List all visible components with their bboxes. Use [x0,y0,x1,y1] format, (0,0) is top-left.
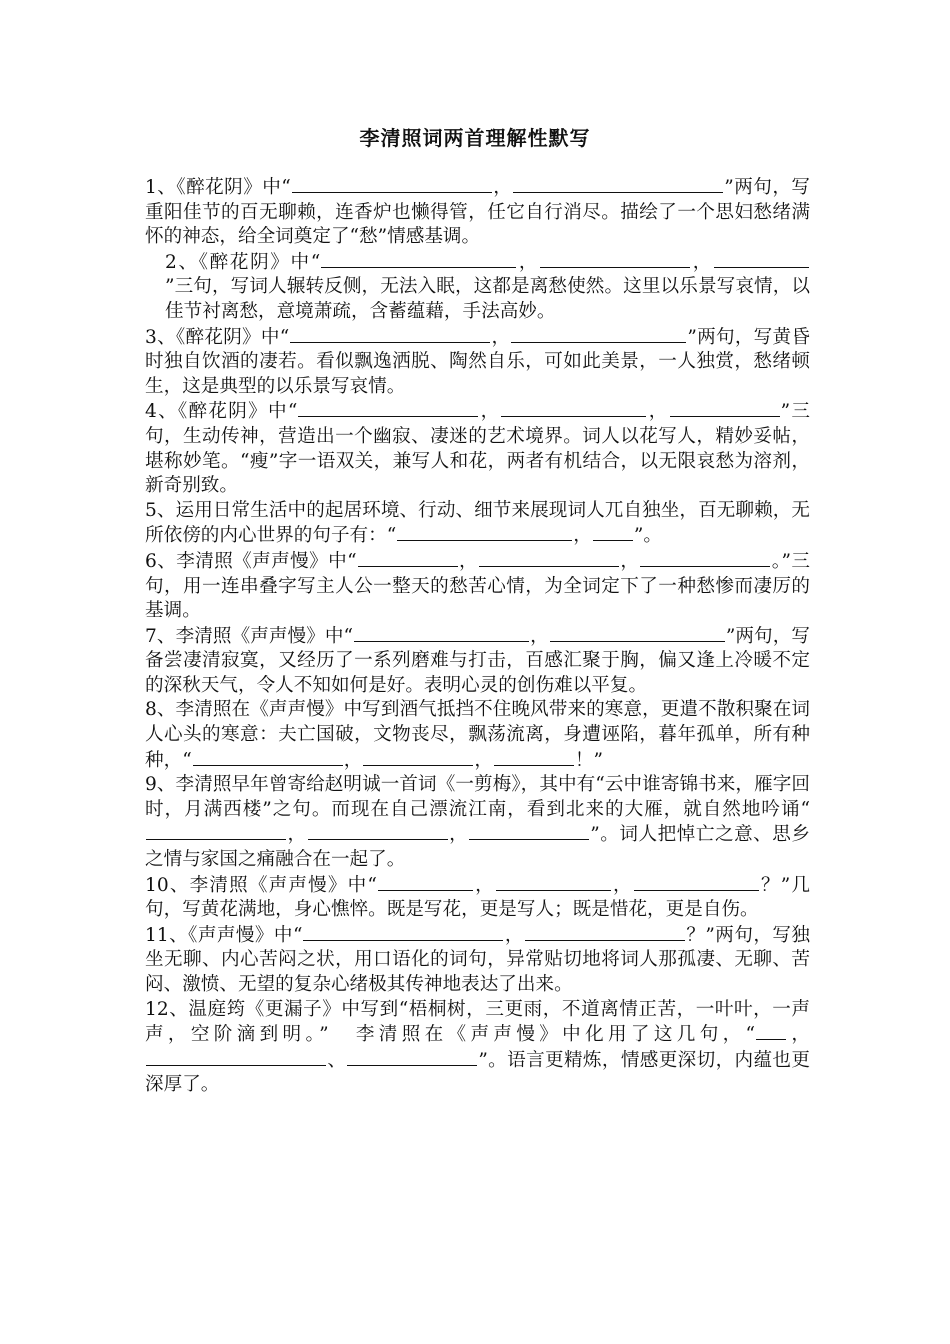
question-4 [145,399,810,498]
question-text: ， [474,749,493,771]
answer-blank[interactable] [354,624,529,642]
question-text: ？”两句，写独坐无聊、内心苦闷之状，用口语化的词句，异常贴切地将词人那孤凄、无聊、苦闷、激愤、无望的复杂心绪极其传神地表达了出来。 [145,924,810,995]
question-text: 9、李清照早年曾寄给赵明诚一首词《一剪梅》，其中有“云中谁寄锦书来，雁字回时，月满西楼”之句。而现在自己漂流江南，看到北来的大雁，就自然地吟诵“ [145,774,810,820]
answer-blank[interactable] [525,923,685,941]
question-text: ”两句，写备尝凄清寂寞，又经历了一系列磨难与打击，百感汇聚于胸，偏又逢上冷暖不定的深秋天气，令人不知如何是好。表明心灵的创伤难以平复。 [145,625,810,696]
question-text: ， [620,550,640,572]
answer-blank[interactable] [496,873,611,891]
answer-blank[interactable] [513,175,723,193]
answer-blank[interactable] [303,923,503,941]
answer-blank[interactable] [714,250,809,268]
answer-blank[interactable] [358,549,458,567]
answer-blank[interactable] [193,748,343,766]
question-text: ， [530,625,549,647]
question-text: 1、《醉花阴》中“ [145,177,291,198]
question-text: ， [491,326,511,348]
question-11 [145,923,810,998]
question-10 [145,873,810,923]
question-text: 12、温庭筠《更漏子》中写到“梧桐树，三更雨，不道离情正苦，一叶叶，一声声，空阶滴到明。” 李清照在《声声慢》中化用了这几句，“ [145,998,810,1046]
answer-blank[interactable] [146,1048,326,1066]
question-text: ？”几句，写黄花满地，身心憔悴。既是写花，更是写人；既是惜花，更是自伤。 [145,874,810,921]
question-text: 5、运用日常生活中的起居环境、行动、细节来展现词人兀自独坐，百无聊赖，无所依傍的内心世界的句子有：“ [145,499,810,547]
question-text: ”。语言更精炼，情感更深切，内蕴也更深厚了。 [145,1049,810,1096]
answer-blank[interactable] [321,250,516,268]
question-text: ！” [574,749,604,771]
question-text: 3、《醉花阴》中“ [145,326,290,348]
question-text: 8、李清照在《声声慢》中写到酒气抵挡不住晚风带来的寒意，更遣不散积聚在词人心头的寒意：夫亡国破，文物丧尽，飘荡流离，身遭诬陷，暮年孤单，所有种种，“ [145,699,810,771]
question-3 [145,325,810,400]
question-text: ”两句，写黄昏时独自饮酒的凄若。看似飘逸洒脱、陶然自乐，可如此美景，一人独赏，愁绪顿生，这是典型的以乐景写哀情。 [145,326,810,397]
answer-blank[interactable] [494,748,574,766]
question-text: ， [787,1024,810,1046]
question-text: ， [473,874,495,896]
answer-blank[interactable] [634,873,759,891]
question-text: ”三句，写词人辗转反侧，无法入眠，这都是离愁使然。这里以乐景写哀情，以佳节衬离愁，意境萧疏，含蓄蕴藉，手法高妙。 [165,276,810,322]
answer-blank[interactable] [308,822,448,840]
question-text: 10、李清照《声声慢》中“ [145,874,377,896]
answer-blank[interactable] [540,250,690,268]
answer-blank[interactable] [146,822,286,840]
question-text: ， [611,874,633,896]
question-8 [145,698,810,773]
answer-blank[interactable] [397,523,572,541]
question-5 [145,499,810,549]
answer-blank[interactable] [347,1048,477,1066]
question-6 [145,549,810,624]
answer-blank[interactable] [593,523,633,541]
question-text: ， [343,749,363,771]
question-7 [145,624,810,699]
answer-blank[interactable] [670,399,780,417]
question-text: ， [287,824,307,846]
question-2 [145,250,810,325]
question-text: ”两句，写重阳佳节的百无聊赖，连香炉也懒得管，任它自行消尽。描绘了一个思妇愁绪满怀的神态，给全词奠定了“愁”情感基调。 [145,177,810,248]
question-text: 4、《醉花阴》中“ [145,401,298,423]
answer-blank[interactable] [378,873,473,891]
question-text: ， [479,401,501,423]
question-9 [145,773,810,872]
question-text: ， [517,251,540,273]
question-text: 11、《声声慢》中“ [145,924,303,946]
question-text: ， [647,401,669,423]
answer-blank[interactable] [290,325,490,343]
answer-blank[interactable] [479,549,619,567]
question-text: 。”三句，用一连串叠字写主人公一整天的愁苦心情，为全词定下了一种愁惨而凄厉的基调。 [145,550,810,622]
question-text: 6、李清照《声声慢》中“ [145,550,357,572]
question-text: ， [573,525,592,547]
question-1 [145,175,810,250]
question-text: ， [458,550,478,572]
question-text: 2、《醉花阴》中“ [165,251,321,273]
question-text: ， [691,251,713,273]
answer-blank[interactable] [298,399,478,417]
page-title: 李清照词两首理解性默写 [359,126,591,150]
question-text: ， [504,924,524,946]
answer-blank[interactable] [292,175,492,193]
question-12 [145,998,810,1098]
question-text: ”。 [633,525,662,547]
answer-blank[interactable] [363,748,473,766]
answer-blank[interactable] [511,325,686,343]
question-text: ”。词人把悼亡之意、思乡之情与家国之痛融合在一起了。 [145,824,810,871]
answer-blank[interactable] [501,399,646,417]
answer-blank[interactable] [640,549,770,567]
question-text: ， [448,824,469,846]
question-text: ”三句，生动传神，营造出一个幽寂、凄迷的艺术境界。词人以花写人，精妙妥帖，堪称妙笔。“瘦”字一语双关，兼写人和花，两者有机结合，以无限哀愁为溶剂，新奇别致。 [145,401,810,497]
question-text: ， [492,177,513,198]
question-text: 、 [327,1049,347,1071]
question-list [145,175,810,1098]
answer-blank[interactable] [550,624,725,642]
question-text: 7、李清照《声声慢》中“ [145,625,354,647]
answer-blank[interactable] [469,822,589,840]
answer-blank[interactable] [756,1022,786,1040]
